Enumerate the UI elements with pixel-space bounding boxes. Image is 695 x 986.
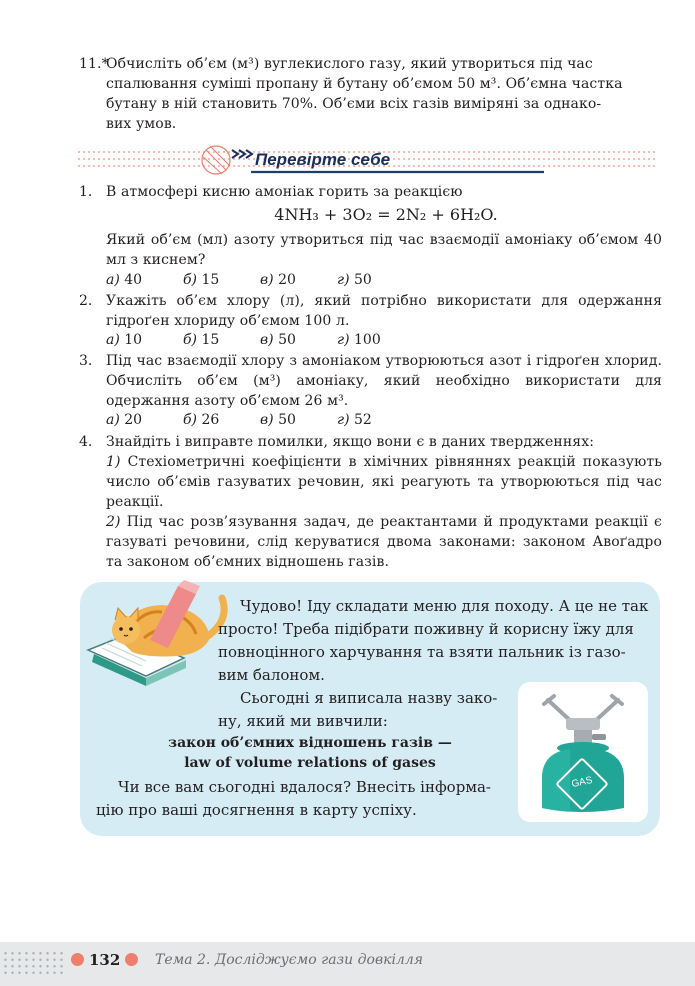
statement-2-number: 2) [106, 514, 121, 530]
gas-burner-card [518, 682, 648, 822]
answer-option[interactable]: б) 26 [183, 412, 220, 428]
law-english: law of volume relations of gases [184, 755, 436, 771]
question-4-text: Знайдіть і виправте помилки, якщо вони є в даних твердженнях: [106, 434, 595, 450]
task-11-line: Обчисліть об’єм (м³) вуглекислого газу, який утвориться під час [106, 56, 593, 72]
answer-option[interactable]: г) 100 [337, 332, 381, 348]
bubble-line: Сьогодні я виписала назву зако- [240, 689, 498, 707]
statement-1-text: Стехіометричні коефіцієнти в хімічних рівняннях реакцій показують число об’ємів газуватих речовин, які реагують та утворюються під час реакції. [106, 454, 662, 510]
bubble-line: вим балоном. [218, 666, 325, 684]
question-2-text: Укажіть об’єм хлору (л), який потрібно використати для одержання гідроґен хлориду об’ємом 100 л. [106, 293, 662, 329]
answer-option[interactable]: в) 20 [260, 272, 296, 288]
question-1-equation: 4NH₃ + 3O₂ = 2N₂ + 6H₂O. [274, 205, 498, 224]
footer-dots-decoration [2, 950, 64, 976]
bubble-line: Чудово! Іду складати меню для походу. А це не так [240, 597, 649, 615]
cat-reading-icon [84, 580, 234, 692]
statement-1-number: 1) [106, 454, 121, 470]
answer-option[interactable]: а) 40 [106, 272, 143, 288]
task-11-line: спалювання суміші пропану й бутану об’ємом 50 м³. Об’ємна частка [106, 76, 623, 92]
question-1-text2: Який об’єм (мл) азоту утвориться під час взаємодії амоніаку об’ємом 40 мл з киснем? [106, 232, 662, 268]
task-11-line: бутану в ній становить 70%. Об’єми всіх газів виміряні за однако- [106, 96, 602, 112]
law-ukrainian: закон об’ємних відношень газів — [168, 735, 452, 751]
statement-2 [106, 512, 662, 572]
statement-1 [106, 452, 662, 512]
question-2-number: 2. [79, 293, 93, 309]
bubble-line: цію про ваші досягнення в карту успіху. [96, 801, 417, 819]
footer-left-circle [71, 953, 84, 966]
page-number: 132 [89, 951, 121, 969]
answer-option[interactable]: г) 50 [337, 272, 372, 288]
answer-option[interactable]: б) 15 [183, 332, 220, 348]
question-2-options [106, 330, 414, 350]
question-1-text: В атмосфері кисню амоніак горить за реакцією [106, 184, 463, 200]
bubble-line: просто! Треба підібрати поживну й корисну їжу для [218, 620, 634, 638]
bubble-line: повноцінного харчування та взяти пальник із газо- [218, 643, 626, 661]
section-title: Перевірте себе [255, 150, 391, 169]
footer-caption: Тема 2. Досліджуємо гази довкілля [155, 952, 424, 968]
answer-option[interactable]: а) 10 [106, 332, 143, 348]
task-11-number: 11.* [79, 56, 109, 72]
question-3-options [106, 410, 414, 430]
answer-option[interactable]: г) 52 [337, 412, 372, 428]
answer-option[interactable]: б) 15 [183, 272, 220, 288]
question-4-number: 4. [79, 434, 93, 450]
question-3-number: 3. [79, 353, 93, 369]
statement-2-text: Під час розв’язування задач, де реактантами й продуктами реакції є газуваті речовини, слід керуватися двома законами: законом Авоґадро та законом об’ємних відношень газів. [106, 514, 662, 570]
question-1-number: 1. [79, 184, 93, 200]
gas-burner-icon [518, 682, 648, 822]
cat-illustration [84, 580, 234, 692]
bubble-line: Чи все вам сьогодні вдалося? Внесіть інформа- [118, 778, 491, 796]
answer-option[interactable]: а) 20 [106, 412, 143, 428]
answer-option[interactable]: в) 50 [260, 332, 296, 348]
bubble-line: ну, який ми вивчили: [218, 712, 388, 730]
question-3-text: Під час взаємодії хлору з амоніаком утворюються азот і гідроґен хлорид. Обчисліть об’єм (м³) амоніаку, який необхідно використати для одержання азоту об’ємом 26 м³. [106, 353, 662, 409]
question-1-options [106, 270, 414, 290]
gas-label: GAS [570, 774, 594, 791]
footer-right-circle [125, 953, 138, 966]
answer-option[interactable]: в) 50 [260, 412, 296, 428]
task-11-line: вих умов. [106, 116, 177, 132]
